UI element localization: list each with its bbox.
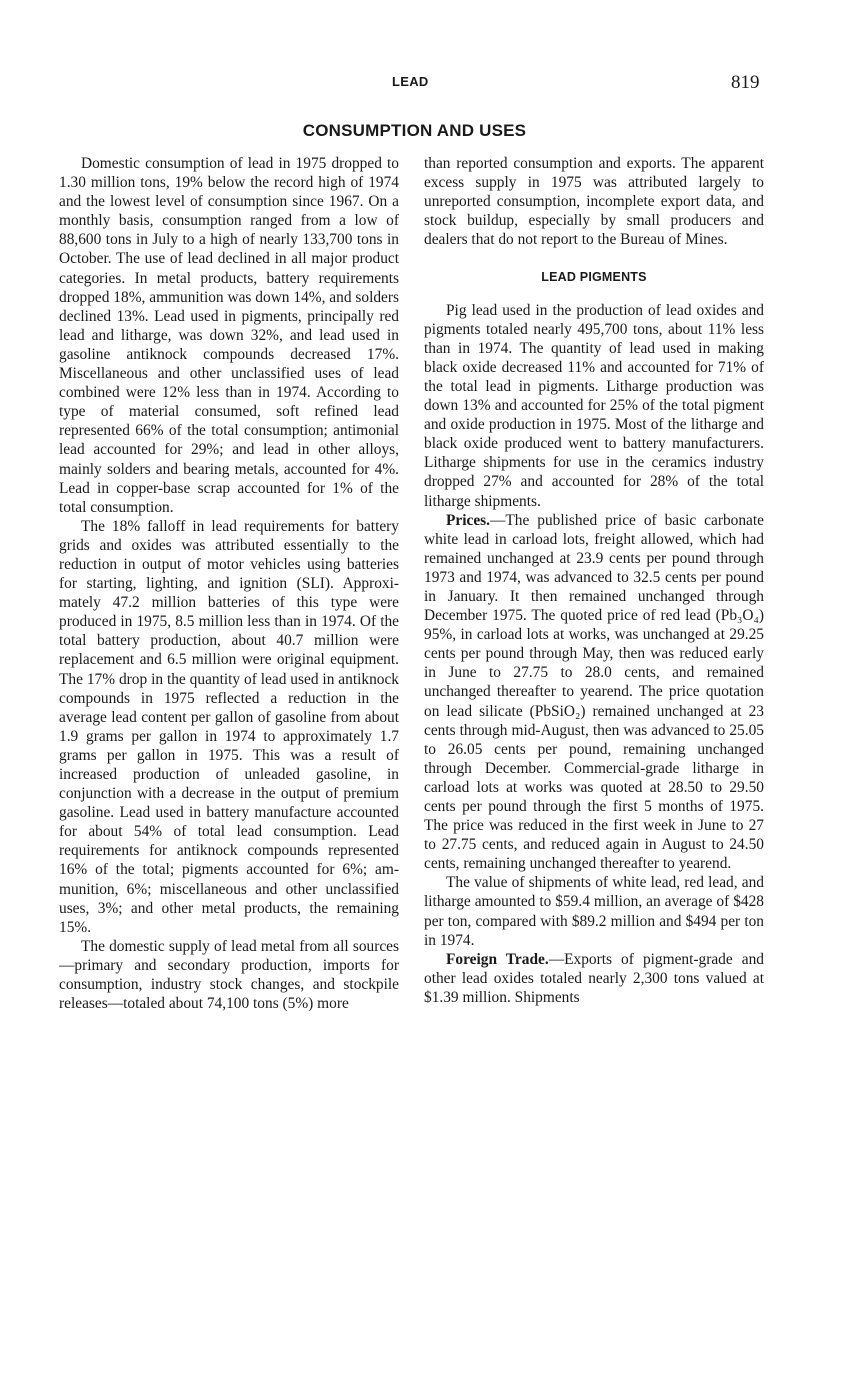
foreign-trade-text: —Exports of pigment-grade and other lead oxides totaled nearly 2,300 tons valued at $1.39 million. Shipments (424, 950, 764, 1006)
paragraph-domestic-supply: The domestic supply of lead metal from all sources—primary and secondary production, imports for consumption, industry stock changes, and stockpile releases—totaled about 74,100 tons (5%) more (59, 937, 399, 1013)
section-title: CONSUMPTION AND USES (302, 121, 527, 140)
paragraph-foreign-trade (424, 950, 764, 1007)
foreign-trade-runin-heading: Foreign Trade. (446, 950, 549, 968)
prices-runin-heading: Prices. (446, 511, 491, 529)
paragraph-battery-falloff: The 18% falloff in lead requirements for battery grids and oxides was attributed essentially to the reduction in output of motor vehicles using batteries for starting, lighting, and ignition (SLI). Approximately 47.2 million batteries of this type were produced in 1975, 8.5 million less than in 1974. Of the total battery production, about 40.7 million were replacement and 6.5 million were original equipment. The 17% drop in the quantity of lead used in antiknock compounds in 1975 reflected a reduction in the average lead content per gallon of gasoline from about 1.9 grams per gallon in 1974 to approximately 1.7 grams per gallon in 1975. This was a result of increased production of unleaded gasoline, in conjunction with a decrease in the output of premium gasoline. Lead used in battery manufacture accounted for about 54% of total lead consumption. Lead requirements for antiknock compounds represented 16% of the total; pigments accounted for 6%; ammunition, 6%; miscellaneous and other unclassified uses, 3%; and other metal products, the remaining 15%. (59, 517, 399, 936)
paragraph-consumption-overview: Domestic consumption of lead in 1975 dropped to 1.30 million tons, 19% below the record high of 1974 and the lowest level of consumption since 1967. On a monthly basis, consumption ranged from a low of 88,600 tons in July to a high of nearly 133,700 tons in October. The use of lead declined in all major product categories. In metal products, battery requirements dropped 18%, ammunition was down 14%, and solders declined 13%. Lead used in pigments, principally red lead and litharge, was down 32%, and lead used in gasoline antiknock compounds decreased 17%. Miscellaneous and other unclassified uses of lead combined were 12% less than in 1974. According to type of material consumed, soft refined lead represented 66% of the total consumption; antimonial lead accounted for 29%; and lead in other alloys, mainly solders and bearing metals, accounted for 4%. Lead in copper-base scrap accounted for 1% of the total consumption. (59, 155, 399, 516)
paragraph-shipment-value: The value of shipments of white lead, red lead, and litharge amounted to $59.4 million, an average of $428 per ton, compared with $89.2 million and $494 per ton in 1974. (424, 874, 764, 949)
paragraph-pigments: Pig lead used in the production of lead oxides and pigments totaled nearly 495,700 tons, about 11% less than in 1974. The quantity of lead used in making black oxide decreased 11% and accounted for 71% of the total lead in pigments. Litharge production was down 13% and accounted for 25% of the total pigment and oxide production in 1975. Most of the litharge and black oxide produced went to battery manufacturers. Litharge shipments for use in the ceramics industry dropped 27% and accounted for 28% of the total litharge shipments. (424, 301, 764, 510)
paragraph-prices (424, 511, 764, 874)
left-column (59, 154, 399, 1013)
running-title: LEAD (392, 74, 429, 89)
subheading-lead-pigments: LEAD PIGMENTS (541, 270, 647, 285)
paragraph-supply-continued: than reported consumption and exports. The apparent excess supply in 1975 was attributed largely to unreported consumption, incomplete export data, and stock buildup, especially by small producers and dealers that do not report to the Bureau of Mines. (424, 155, 764, 249)
prices-text: —The published price of basic carbonate white lead in carload lots, freight allowed, which had remained unchanged at 23.9 cents per pound through 1973 and 1974, was advanced to 32.5 cents per pound in January. It then remained unchanged through December 1975. The quoted price of red lead (Pb₃O₄) 95%, in carload lots at works, was unchanged at 29.25 cents per pound through May, then was reduced early in June to 27.75 to 28.0 cents, and remained unchanged thereafter to yearend. The price quotation on lead silicate (PbSiO₂) remained unchanged at 23 cents through mid-August, then was advanced to 25.05 to 26.05 cents per pound, remaining unchanged through December. Commercial-grade litharge in carload lots at works was quoted at 28.50 to 29.50 cents per pound through the first 5 months of 1975. The price was reduced in the first week in June to 27 to 27.75 cents, and reduced again in August to 24.50 cents, remaining unchanged thereafter to yearend. (424, 511, 764, 873)
page-number: 819 (731, 72, 760, 93)
running-header (0, 72, 851, 96)
right-column (424, 154, 764, 1007)
